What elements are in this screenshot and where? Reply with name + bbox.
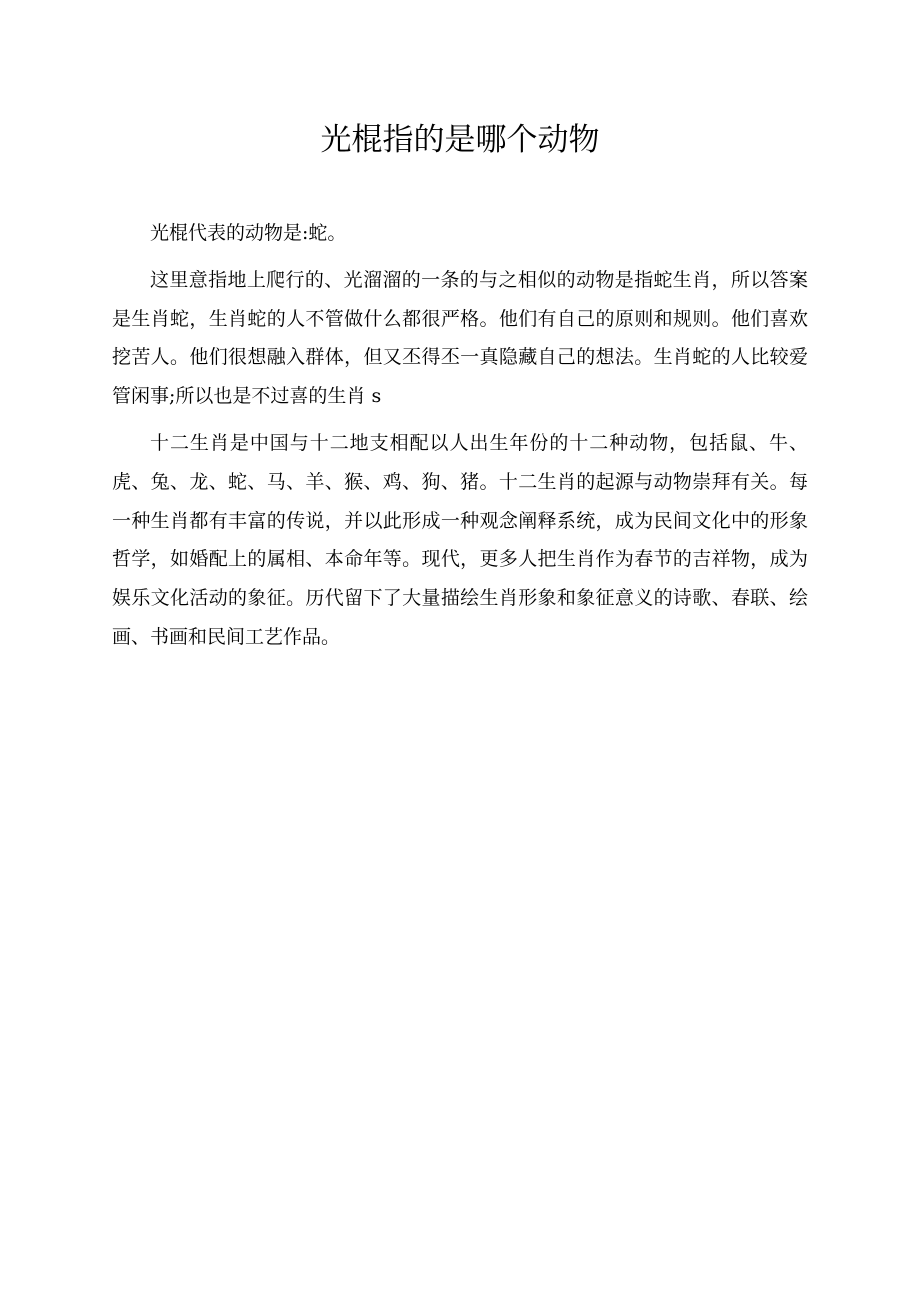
document-title: 光棍指的是哪个动物 (320, 122, 600, 158)
document-body (112, 214, 808, 665)
paragraph-answer: 光棍代表的动物是:蛇。 (150, 222, 347, 244)
paragraph-zodiac: 十二生肖是中国与十二地支相配以人出生年份的十二种动物，包括鼠、牛、虎、兔、龙、蛇、马、羊、猴、鸡、狗、猪。十二生肖的起源与动物崇拜有关。每一种生肖都有丰富的传说，并以此形成一种观念阐释系统，成为民间文化中的形象哲学，如婚配上的属相、本命年等。现代，更多人把生肖作为春节的吉祥物，成为娱乐文化活动的象征。历代留下了大量描绘生肖形象和象征意义的诗歌、春联、绘画、书画和民间工艺作品。 (112, 431, 808, 648)
paragraph-explanation: 这里意指地上爬行的、光溜溜的一条的与之相似的动物是指蛇生肖，所以答案是生肖蛇，生肖蛇的人不管做什么都很严格。他们有自己的原则和规则。他们喜欢挖苦人。他们很想融入群体，但又丕得丕一真隐藏自己的想法。生肖蛇的人比较爱管闲事;所以也是不过喜的生肖 s (112, 268, 808, 408)
